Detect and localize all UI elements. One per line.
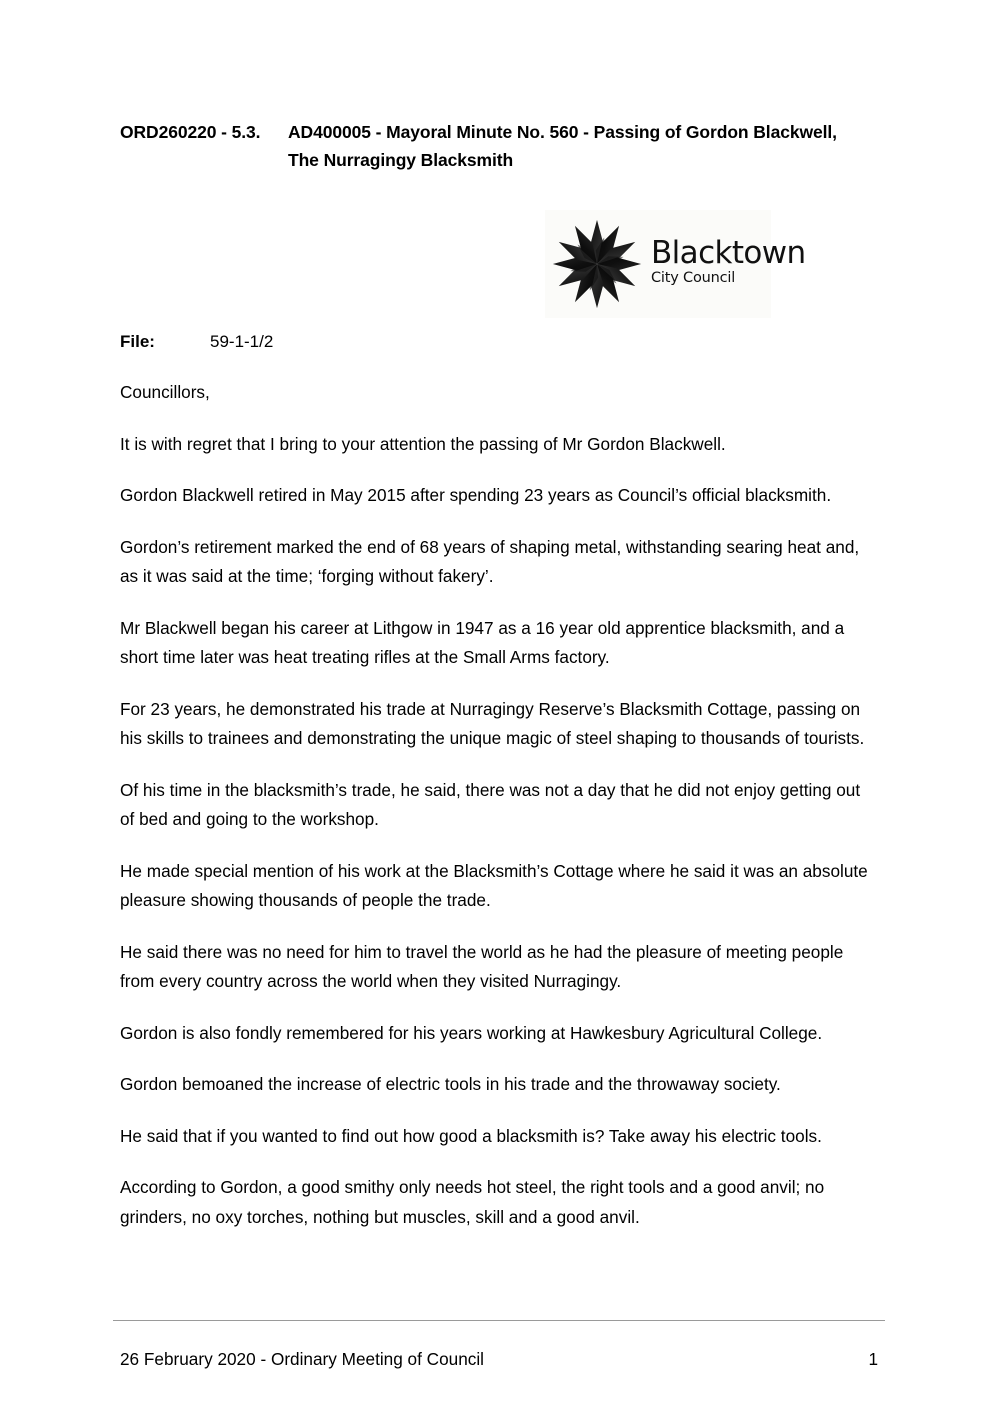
logo-name-main: Blacktown — [651, 235, 806, 272]
logo-name-sub: City Council — [651, 270, 736, 287]
body-paragraph: Gordon bemoaned the increase of electric tools in his trade and the throwaway society. — [120, 1074, 781, 1094]
footer-page-number: 1 — [868, 1349, 878, 1369]
footer-meeting-label: 26 February 2020 - Ordinary Meeting of Council — [120, 1349, 484, 1369]
blacktown-city-council-logo — [545, 210, 806, 318]
body-paragraph: Gordon’s retirement marked the end of 68 years of shaping metal, withstanding searing heat and, as it was said at the time; ‘forging without fakery’. — [120, 536, 860, 586]
body-paragraph: Gordon Blackwell retired in May 2015 after spending 23 years as Council’s official blacksmith. — [120, 485, 832, 505]
file-value: 59-1-1/2 — [210, 332, 274, 351]
body-paragraph: Councillors, — [120, 382, 210, 402]
body-paragraph: It is with regret that I bring to your attention the passing of Mr Gordon Blackwell. — [120, 433, 726, 454]
page-footer — [120, 1347, 878, 1371]
body-paragraph: Gordon is also fondly remembered for his years working at Hawkesbury Agricultural College. — [120, 1022, 823, 1043]
twelve-point-star-icon — [551, 218, 643, 310]
title-reference: ORD260220 - 5.3. — [120, 122, 261, 142]
file-label: File: — [120, 332, 155, 351]
body-paragraph: For 23 years, he demonstrated his trade at Nurragingy Reserve’s Blacksmith Cottage, passing on his skills to trainees and demonstrating the unique magic of steel shaping to thousands of tourists. — [120, 698, 865, 748]
title-body: AD400005 - Mayoral Minute No. 560 - Passing of Gordon Blackwell, The Nurragingy Blacksmith — [288, 122, 837, 170]
logo-wordmark — [651, 235, 806, 290]
body-paragraph: He said that if you wanted to find out how good a blacksmith is? Take away his electric tools. — [120, 1125, 822, 1146]
page-title — [120, 118, 880, 174]
document-body — [120, 378, 876, 1232]
footer-divider — [113, 1320, 885, 1321]
body-paragraph: Mr Blackwell began his career at Lithgow in 1947 as a 16 year old apprentice blacksmith, and a short time later was heat treating rifles at the Small Arms factory. — [120, 617, 845, 667]
body-paragraph: Of his time in the blacksmith’s trade, he said, there was not a day that he did not enjoy getting out of bed and going to the workshop. — [120, 779, 861, 829]
body-paragraph: He said there was no need for him to travel the world as he had the pleasure of meeting people from every country across the world when they visited Nurragingy. — [120, 941, 844, 991]
body-paragraph: According to Gordon, a good smithy only needs hot steel, the right tools and a good anvil; no grinders, no oxy torches, nothing but muscles, skill and a good anvil. — [120, 1177, 825, 1227]
file-reference-row — [120, 330, 273, 354]
body-paragraph: He made special mention of his work at the Blacksmith’s Cottage where he said it was an absolute pleasure showing thousands of people the trade. — [120, 860, 868, 910]
